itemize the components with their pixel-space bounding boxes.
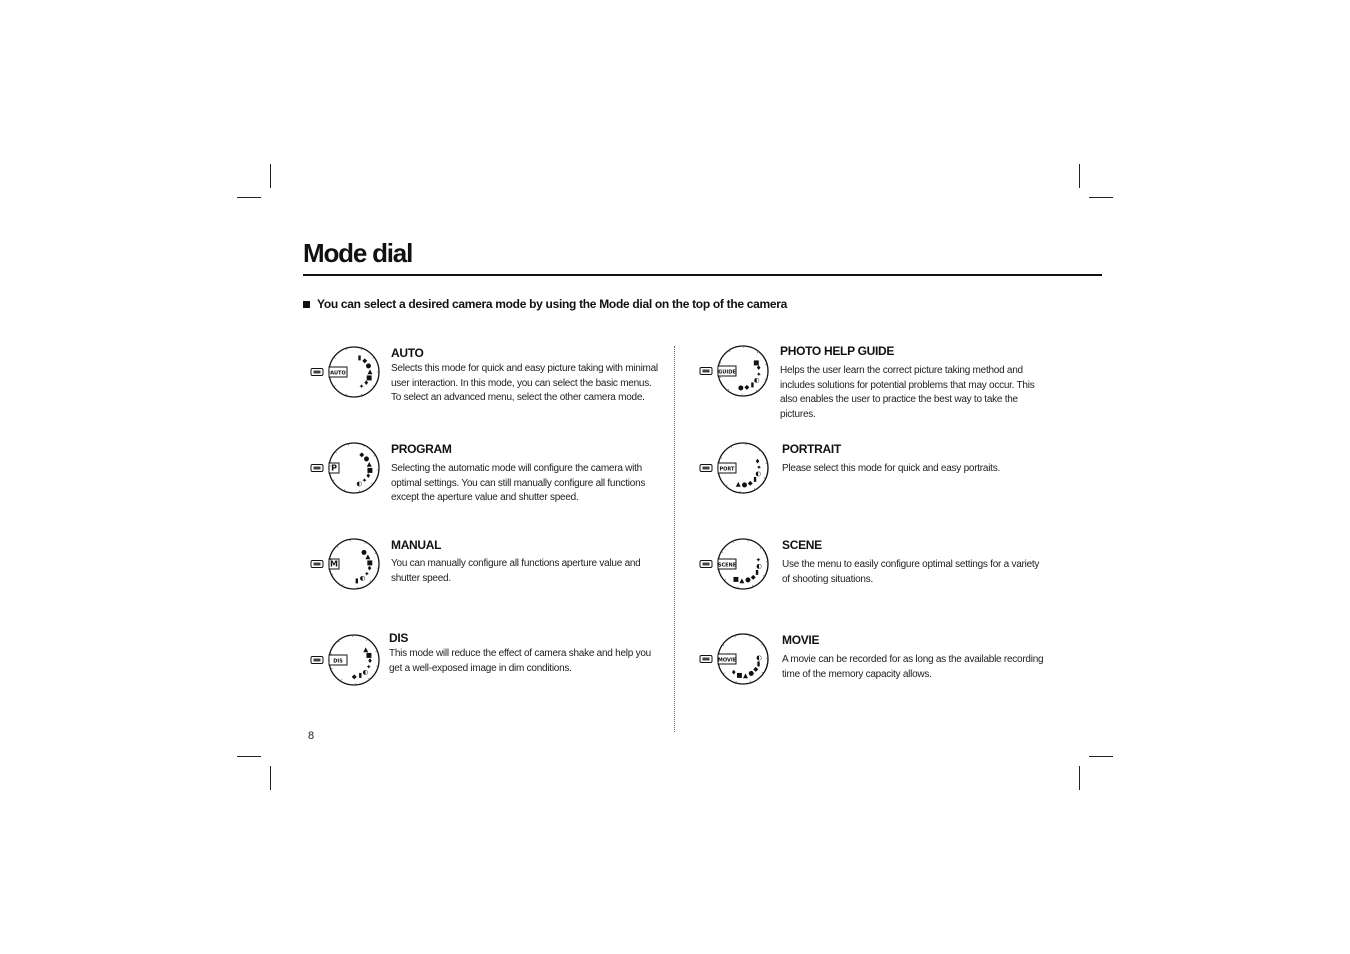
- svg-text:▮: ▮: [357, 353, 362, 362]
- mode-dial-portrait-icon: [699, 440, 771, 496]
- mode-title-portrait: PORTRAIT: [782, 442, 841, 456]
- svg-text:♦: ♦: [730, 668, 737, 677]
- mode-description-auto: Selects this mode for quick and easy picture taking with minimal user interaction. In this mode, you can select the basic menus. To select an advanced menu, select the other camera mode.: [391, 363, 658, 404]
- svg-text:P: P: [331, 463, 337, 473]
- svg-text:GUIDE: GUIDE: [718, 369, 736, 376]
- svg-text:✦: ✦: [364, 569, 370, 578]
- svg-text:▮: ▮: [755, 568, 759, 576]
- svg-text:✦: ✦: [756, 463, 762, 472]
- svg-text:AUTO: AUTO: [330, 370, 346, 377]
- title-rule: [303, 274, 1102, 276]
- svg-text:▲: ▲: [367, 367, 373, 376]
- svg-text:●: ●: [748, 669, 755, 678]
- svg-text:●: ●: [741, 480, 748, 489]
- svg-text:■: ■: [732, 574, 740, 583]
- mode-dial-program-icon: [310, 440, 382, 496]
- mode-title-program: PROGRAM: [391, 442, 452, 456]
- svg-text:▲: ▲: [743, 671, 748, 680]
- svg-text:♦: ♦: [363, 378, 370, 387]
- svg-text:◆: ◆: [747, 478, 753, 487]
- mode-dial-scene-icon: [699, 536, 771, 592]
- page-number: 8: [308, 730, 315, 742]
- svg-text:✦: ✦: [365, 662, 372, 671]
- svg-text:✦: ✦: [361, 476, 368, 485]
- mode-title-dis: DIS: [389, 631, 409, 645]
- svg-text:◐: ◐: [753, 376, 760, 384]
- mode-description-movie: A movie can be recorded for as long as the available recording time of the memory capacity allows.: [782, 654, 1044, 680]
- svg-text:◐: ◐: [755, 469, 761, 478]
- svg-text:▲: ▲: [735, 479, 741, 488]
- svg-text:●: ●: [363, 454, 370, 463]
- svg-text:♦: ♦: [754, 457, 761, 466]
- svg-text:◆: ◆: [359, 450, 365, 459]
- mode-title-movie: MOVIE: [782, 633, 820, 647]
- intro-line: [303, 297, 787, 311]
- svg-text:M: M: [330, 559, 338, 569]
- mode-description-portrait: Please select this mode for quick and easy portraits.: [782, 463, 1000, 474]
- crop-mark: [270, 164, 271, 188]
- square-bullet-icon: [303, 301, 310, 308]
- svg-text:◐: ◐: [756, 562, 762, 571]
- mode-dial-dis-icon: [310, 632, 382, 688]
- mode-dial-photo-help-guide-icon: [699, 343, 771, 399]
- mode-dial-manual-icon: [310, 536, 382, 592]
- svg-text:MOVIE: MOVIE: [717, 657, 737, 664]
- svg-text:◆: ◆: [362, 356, 368, 365]
- column-divider: [674, 346, 675, 732]
- svg-text:◆: ◆: [744, 383, 750, 391]
- svg-text:✦: ✦: [358, 382, 365, 391]
- svg-text:♦: ♦: [755, 364, 762, 373]
- svg-text:●: ●: [737, 383, 744, 392]
- mode-dial-auto-icon: [310, 344, 382, 400]
- svg-text:■: ■: [366, 465, 373, 474]
- mode-description-manual: You can manually configure all functions aperture value and shutter speed.: [391, 558, 641, 584]
- svg-text:◆: ◆: [753, 665, 759, 674]
- svg-text:♦: ♦: [365, 471, 372, 480]
- svg-text:◐: ◐: [356, 479, 363, 488]
- svg-text:●: ●: [745, 575, 751, 584]
- crop-mark: [1089, 756, 1113, 757]
- svg-text:▮: ▮: [750, 380, 755, 389]
- svg-text:■: ■: [365, 650, 372, 659]
- crop-mark: [1079, 164, 1080, 188]
- mode-title-auto: AUTO: [391, 346, 424, 360]
- mode-title-photo-help-guide: PHOTO HELP GUIDE: [780, 344, 895, 358]
- svg-text:DIS: DIS: [333, 658, 343, 665]
- svg-text:◆: ◆: [750, 572, 756, 581]
- svg-text:✦: ✦: [755, 556, 762, 565]
- mode-description-photo-help-guide: Helps the user learn the correct picture taking method and includes solutions for potential problems that may occur. This also enables the user to practice the best way to take the pictures.: [780, 365, 1035, 420]
- crop-mark: [1089, 197, 1113, 198]
- svg-text:▮: ▮: [358, 671, 363, 680]
- mode-dial-movie-icon: [699, 631, 771, 687]
- svg-text:■: ■: [753, 358, 760, 367]
- svg-text:▲: ▲: [366, 459, 372, 468]
- svg-text:◐: ◐: [362, 667, 369, 676]
- svg-text:◐: ◐: [359, 574, 366, 583]
- svg-text:SCENE: SCENE: [717, 562, 737, 569]
- mode-title-scene: SCENE: [782, 538, 822, 552]
- svg-text:■: ■: [736, 671, 743, 680]
- svg-text:●: ●: [361, 547, 367, 556]
- crop-mark: [270, 766, 271, 790]
- svg-text:PORT: PORT: [719, 466, 735, 473]
- svg-text:■: ■: [366, 373, 373, 382]
- crop-mark: [237, 197, 261, 198]
- svg-text:♦: ♦: [367, 656, 373, 665]
- intro-text: You can select a desired camera mode by using the Mode dial on the top of the camera: [317, 297, 788, 311]
- svg-text:▲: ▲: [739, 576, 745, 585]
- svg-text:◆: ◆: [351, 672, 357, 681]
- svg-text:▮: ▮: [753, 475, 757, 483]
- svg-text:■: ■: [366, 558, 373, 567]
- page-title: Mode dial: [303, 238, 413, 268]
- svg-text:◐: ◐: [756, 653, 762, 662]
- svg-text:▮: ▮: [756, 659, 761, 668]
- crop-mark: [1079, 766, 1080, 790]
- svg-text:▲: ▲: [365, 552, 371, 561]
- mode-description-dis: This mode will reduce the effect of camera shake and help you get a well-exposed image in dim conditions.: [389, 648, 651, 674]
- mode-description-scene: Use the menu to easily configure optimal settings for a variety of shooting situations.: [782, 559, 1040, 585]
- svg-text:●: ●: [365, 361, 372, 370]
- svg-text:▮: ▮: [355, 576, 359, 585]
- mode-title-manual: MANUAL: [391, 538, 442, 552]
- crop-mark: [237, 756, 261, 757]
- svg-text:✦: ✦: [756, 370, 762, 379]
- mode-description-program: Selecting the automatic mode will configure the camera with optimal settings. You can still manually configure all functions except the aperture value and shutter speed.: [391, 463, 646, 504]
- svg-text:♦: ♦: [366, 564, 373, 573]
- svg-text:▲: ▲: [363, 645, 369, 654]
